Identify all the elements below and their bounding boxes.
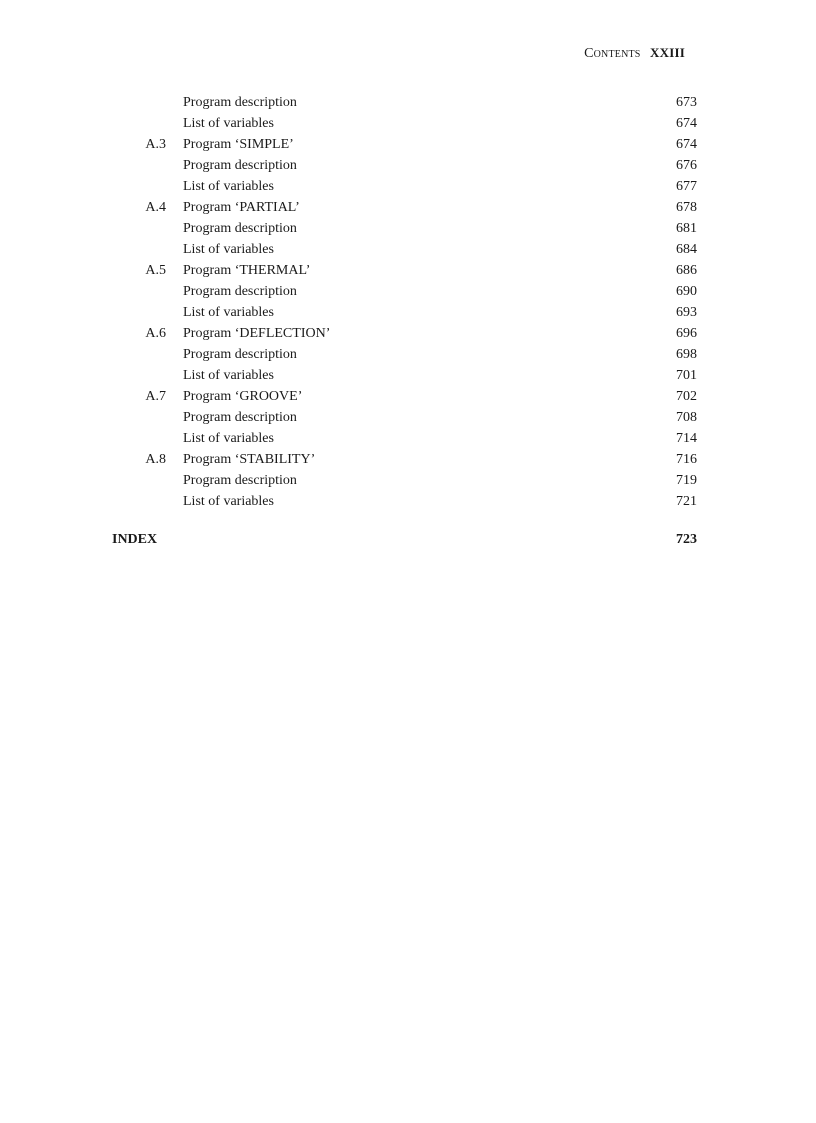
toc-entry-page: 721 (676, 494, 697, 509)
toc-entry[interactable] (0, 218, 816, 239)
toc-entry-page: 677 (676, 179, 697, 194)
toc-entry[interactable] (0, 386, 816, 407)
toc-entry[interactable] (0, 92, 816, 113)
toc-entry-title: List of variables (183, 179, 274, 194)
toc-entry-page: 684 (676, 242, 697, 257)
toc-entry-title: Program description (183, 221, 297, 236)
toc-entry-title: Program ‘STABILITY’ (183, 452, 316, 467)
running-head-page-number: XXIII (650, 45, 685, 60)
toc-entry-title: List of variables (183, 494, 274, 509)
table-of-contents (0, 92, 816, 512)
toc-section-number: A.4 (145, 200, 166, 215)
toc-entry-page: 719 (676, 473, 697, 488)
toc-entry-title: Program description (183, 347, 297, 362)
toc-entry-page: 674 (676, 116, 697, 131)
toc-entry-page: 701 (676, 368, 697, 383)
toc-entry-title: Program ‘PARTIAL’ (183, 200, 300, 215)
toc-entry-page: 686 (676, 263, 697, 278)
toc-entry-page: 693 (676, 305, 697, 320)
toc-entry[interactable] (0, 176, 816, 197)
toc-section-number: A.5 (145, 263, 166, 278)
toc-entry[interactable] (0, 365, 816, 386)
toc-index-entry[interactable] (0, 529, 816, 550)
toc-entry[interactable] (0, 113, 816, 134)
toc-entry-title: Program description (183, 284, 297, 299)
toc-section-number: A.8 (145, 452, 166, 467)
toc-entry-page: 676 (676, 158, 697, 173)
toc-entry[interactable] (0, 449, 816, 470)
running-head (584, 45, 685, 62)
toc-entry-title: List of variables (183, 431, 274, 446)
toc-entry-title: Program ‘THERMAL’ (183, 263, 311, 278)
toc-entry-title: List of variables (183, 116, 274, 131)
toc-entry-page: 696 (676, 326, 697, 341)
toc-index-title: INDEX (112, 532, 158, 547)
toc-entry[interactable] (0, 281, 816, 302)
toc-entry[interactable] (0, 239, 816, 260)
toc-entry[interactable] (0, 155, 816, 176)
toc-section-number: A.3 (145, 137, 166, 152)
toc-entry-title: Program ‘GROOVE’ (183, 389, 303, 404)
toc-entry-page: 708 (676, 410, 697, 425)
toc-entry[interactable] (0, 197, 816, 218)
running-head-label: Contents (584, 46, 641, 61)
toc-entry[interactable] (0, 470, 816, 491)
toc-entry-title: Program description (183, 410, 297, 425)
toc-entry[interactable] (0, 134, 816, 155)
toc-entry[interactable] (0, 344, 816, 365)
toc-entry-page: 681 (676, 221, 697, 236)
toc-entry-title: Program ‘DEFLECTION’ (183, 326, 331, 341)
toc-entry-page: 702 (676, 389, 697, 404)
toc-entry-title: Program description (183, 473, 297, 488)
toc-entry-title: List of variables (183, 368, 274, 383)
toc-entry-page: 714 (676, 431, 697, 446)
toc-entry[interactable] (0, 323, 816, 344)
toc-entry-page: 674 (676, 137, 697, 152)
toc-entry-page: 690 (676, 284, 697, 299)
toc-entry-title: Program description (183, 158, 297, 173)
toc-entry-title: Program ‘SIMPLE’ (183, 137, 294, 152)
toc-entry[interactable] (0, 491, 816, 512)
toc-entry-page: 678 (676, 200, 697, 215)
toc-entry[interactable] (0, 407, 816, 428)
toc-section-number: A.6 (145, 326, 166, 341)
toc-entry-title: List of variables (183, 242, 274, 257)
toc-entry-page: 716 (676, 452, 697, 467)
toc-entry-title: Program description (183, 95, 297, 110)
toc-index-page: 723 (676, 532, 697, 547)
toc-entry[interactable] (0, 260, 816, 281)
toc-entry[interactable] (0, 302, 816, 323)
toc-entry-page: 698 (676, 347, 697, 362)
toc-entry-title: List of variables (183, 305, 274, 320)
toc-section-number: A.7 (145, 389, 166, 404)
toc-entry[interactable] (0, 428, 816, 449)
toc-entry-page: 673 (676, 95, 697, 110)
